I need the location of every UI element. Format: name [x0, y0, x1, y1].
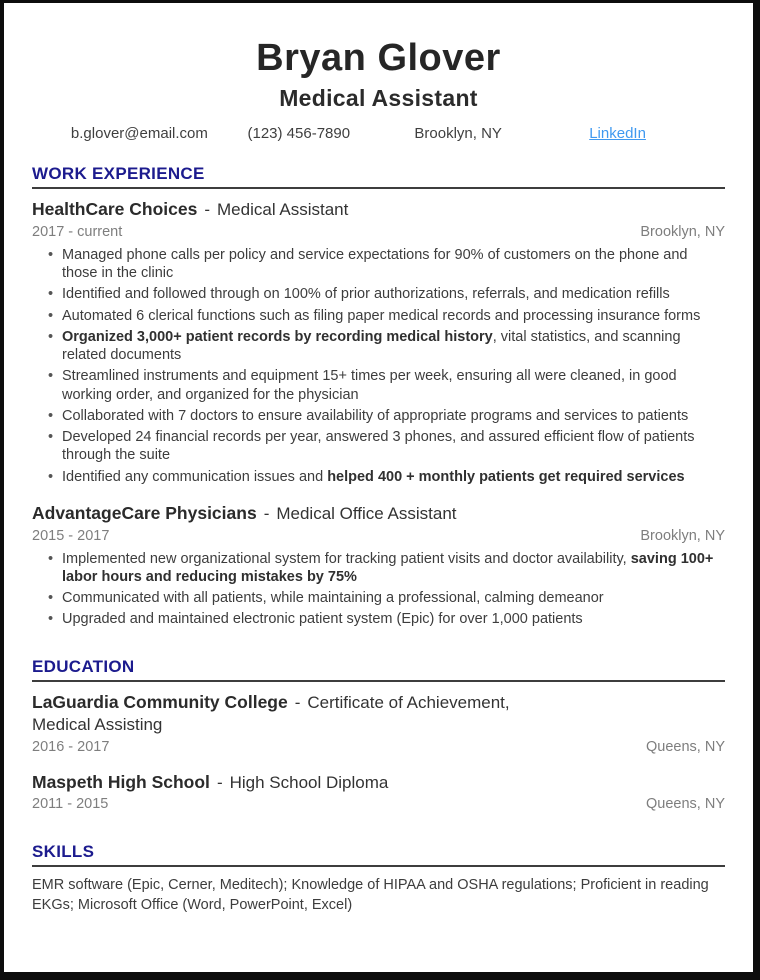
bullet-item: • Managed phone calls per policy and service expectations for 90% of customers on the phone and those in the clinic: [48, 246, 725, 283]
company-name: AdvantageCare Physicians: [32, 502, 257, 523]
company-name: HealthCare Choices: [32, 198, 198, 219]
bullet-list: [32, 246, 725, 486]
person-name: Bryan Glover: [256, 37, 501, 79]
job-entry: [32, 199, 725, 486]
job-dates: 2017 - current: [32, 223, 123, 240]
school-meta-row: [32, 739, 725, 755]
bullet-item: • Collaborated with 7 doctors to ensure availability of appropriate programs and services to patients: [48, 407, 725, 425]
section-work-experience: [32, 164, 725, 629]
job-meta-row: [32, 528, 725, 544]
bullet-item: • Automated 6 clerical functions such as filing paper medical records and processing insurance forms: [48, 307, 725, 325]
contact-phone: (123) 456-7890: [247, 124, 351, 142]
degree: Certificate of Achievement,: [307, 692, 510, 712]
school-dates: 2016 - 2017: [32, 738, 110, 755]
section-skills: [32, 842, 725, 915]
person-job-title: Medical Assistant: [279, 84, 478, 111]
bullet-item: • Upgraded and maintained electronic patient system (Epic) for over 1,000 patients: [48, 610, 725, 628]
bullet-item: • Communicated with all patients, while maintaining a professional, calming demeanor: [48, 589, 725, 607]
degree-line-2: Medical Assisting: [32, 715, 163, 735]
school-location: Queens, NY: [646, 796, 725, 813]
skills-text: EMR software (Epic, Cerner, Meditech); Knowledge of HIPAA and OSHA regulations; Proficient in reading EKGs; Microsoft Office (Word, PowerPoint, Excel): [32, 877, 709, 913]
school-name: LaGuardia Community College: [32, 691, 288, 712]
job-location: Brooklyn, NY: [640, 223, 725, 240]
school-title-row: [32, 692, 725, 714]
school-entry: [32, 772, 725, 813]
job-meta-row: [32, 224, 725, 240]
bullet-item: • Developed 24 financial records per year, answered 3 phones, and assured efficient flow of patients through the suite: [48, 428, 725, 465]
job-entry: [32, 503, 725, 629]
degree: High School Diploma: [229, 772, 389, 792]
school-meta-row: [32, 796, 725, 812]
title-separator: -: [294, 692, 301, 712]
bullet-item: • Streamlined instruments and equipment 15+ times per week, ensuring all were cleaned, in good working order, and organized for the physician: [48, 367, 725, 404]
school-dates: 2011 - 2015: [32, 796, 109, 813]
school-entry: [32, 692, 725, 755]
bullet-item: • Implemented new organizational system for tracking patient visits and doctor availability, saving 100+ labor hours and reducing mistakes by 75%: [48, 550, 725, 587]
job-role: Medical Assistant: [217, 199, 349, 219]
contact-location: Brooklyn, NY: [414, 124, 502, 142]
bullet-item: • Identified and followed through on 100% of prior authorizations, referrals, and medication refills: [48, 285, 725, 303]
job-dates: 2015 - 2017: [32, 527, 110, 544]
resume-header: [32, 37, 725, 142]
section-heading-education: EDUCATION: [32, 657, 725, 682]
job-location: Brooklyn, NY: [640, 527, 725, 544]
title-separator: -: [204, 199, 211, 219]
bullet-list: [32, 550, 725, 629]
title-separator: -: [263, 503, 270, 523]
resume-page: [4, 3, 753, 972]
bullet-item: • Organized 3,000+ patient records by recording medical history, vital statistics, and scanning related documents: [48, 328, 725, 365]
section-education: [32, 657, 725, 813]
title-separator: -: [216, 772, 223, 792]
job-title-row: [32, 503, 725, 525]
school-name: Maspeth High School: [32, 771, 210, 792]
linkedin-link[interactable]: LinkedIn: [589, 124, 646, 142]
bullet-item: • Identified any communication issues and helped 400 + monthly patients get required services: [48, 468, 725, 486]
job-role: Medical Office Assistant: [276, 503, 457, 523]
contact-email: b.glover@email.com: [70, 124, 208, 142]
job-title-row: [32, 199, 725, 221]
school-title-row: [32, 772, 725, 794]
school-location: Queens, NY: [646, 738, 725, 755]
section-heading-skills: SKILLS: [32, 842, 725, 867]
section-heading-work: WORK EXPERIENCE: [32, 164, 725, 189]
contact-row: [60, 125, 698, 142]
